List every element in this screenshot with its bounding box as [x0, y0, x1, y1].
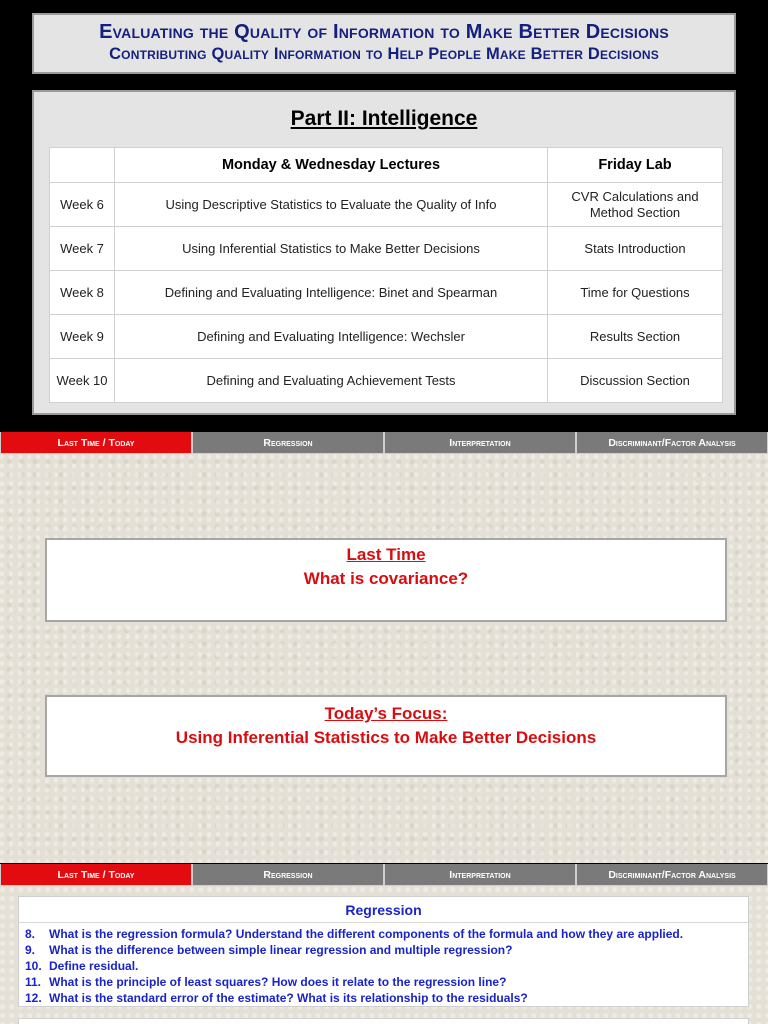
lab-cell: Results Section: [548, 315, 723, 359]
list-item: [25, 926, 748, 942]
part-title: Part II: Intelligence: [290, 107, 478, 130]
nav-tab-last-time-today[interactable]: Last Time / Today: [0, 864, 192, 886]
week-cell: Week 8: [50, 271, 115, 315]
regression-slide: [0, 886, 768, 1024]
column-header-week: [50, 148, 115, 183]
last-time-question: What is covariance?: [303, 569, 469, 588]
item-number: 11.: [25, 975, 42, 989]
item-text: Define residual.: [49, 959, 139, 973]
regression-title: Regression: [19, 897, 748, 923]
todays-focus-topic: Using Inferential Statistics to Make Better Decisions: [175, 728, 597, 747]
item-text: What is the regression formula? Understand the different components of the formula and how they are applied.: [49, 927, 684, 941]
item-text: What is the principle of least squares? How does it relate to the regression line?: [49, 975, 507, 989]
course-title-banner: [32, 13, 736, 74]
column-header-lab: Friday Lab: [548, 148, 723, 183]
nav-tab-last-time-today[interactable]: Last Time / Today: [0, 432, 192, 454]
table-row: [50, 359, 723, 403]
regression-questions-box: [18, 896, 749, 1007]
lab-cell: Time for Questions: [548, 271, 723, 315]
last-time-today-slide: [0, 454, 768, 863]
nav-tab-regression[interactable]: Regression: [192, 864, 384, 886]
todays-focus-box: [45, 695, 727, 777]
nav-tab-interpretation[interactable]: Interpretation: [384, 432, 576, 454]
item-number: 9.: [25, 943, 36, 957]
item-number: 12.: [25, 991, 42, 1005]
lecture-cell: Using Inferential Statistics to Make Better Decisions: [115, 227, 548, 271]
week-cell: Week 7: [50, 227, 115, 271]
lab-cell: Discussion Section: [548, 359, 723, 403]
table-row: [50, 271, 723, 315]
lecture-cell: Defining and Evaluating Intelligence: Wechsler: [115, 315, 548, 359]
table-row: [50, 183, 723, 227]
week-cell: Week 9: [50, 315, 115, 359]
lecture-cell: Using Descriptive Statistics to Evaluate the Quality of Info: [115, 183, 548, 227]
lecture-cell: Defining and Evaluating Achievement Tests: [115, 359, 548, 403]
last-time-title: Last Time: [346, 545, 426, 564]
section-nav-bar: [0, 864, 768, 886]
list-item: [25, 942, 748, 958]
section-nav-bar: [0, 432, 768, 454]
nav-tab-discriminant-factor-analysis[interactable]: Discriminant/Factor Analysis: [576, 432, 768, 454]
todays-focus-title: Today’s Focus:: [324, 704, 448, 723]
table-header-row: [50, 148, 723, 183]
nav-tab-discriminant-factor-analysis[interactable]: Discriminant/Factor Analysis: [576, 864, 768, 886]
column-header-lectures: Monday & Wednesday Lectures: [115, 148, 548, 183]
item-number: 8.: [25, 927, 36, 941]
list-item: [25, 990, 748, 1006]
course-subtitle: Contributing Quality Information to Help People Make Better Decisions: [109, 45, 659, 63]
schedule-table: [49, 147, 723, 403]
lab-cell: Stats Introduction: [548, 227, 723, 271]
item-text: What is the difference between simple linear regression and multiple regression?: [49, 943, 513, 957]
table-row: [50, 315, 723, 359]
item-number: 10.: [25, 959, 42, 973]
nav-tab-interpretation[interactable]: Interpretation: [384, 864, 576, 886]
last-time-box: [45, 538, 727, 622]
list-item: [25, 974, 748, 990]
lab-cell: CVR Calculations and Method Section: [548, 183, 723, 227]
lecture-cell: Defining and Evaluating Intelligence: Binet and Spearman: [115, 271, 548, 315]
item-text: What is the standard error of the estimate? What is its relationship to the residuals?: [49, 991, 528, 1005]
next-box-edge: [18, 1018, 749, 1024]
table-row: [50, 227, 723, 271]
regression-question-list: [19, 923, 748, 1006]
schedule-panel: [32, 90, 736, 415]
week-cell: Week 10: [50, 359, 115, 403]
week-cell: Week 6: [50, 183, 115, 227]
course-title: Evaluating the Quality of Information to Make Better Decisions: [99, 21, 669, 43]
nav-tab-regression[interactable]: Regression: [192, 432, 384, 454]
list-item: [25, 958, 748, 974]
